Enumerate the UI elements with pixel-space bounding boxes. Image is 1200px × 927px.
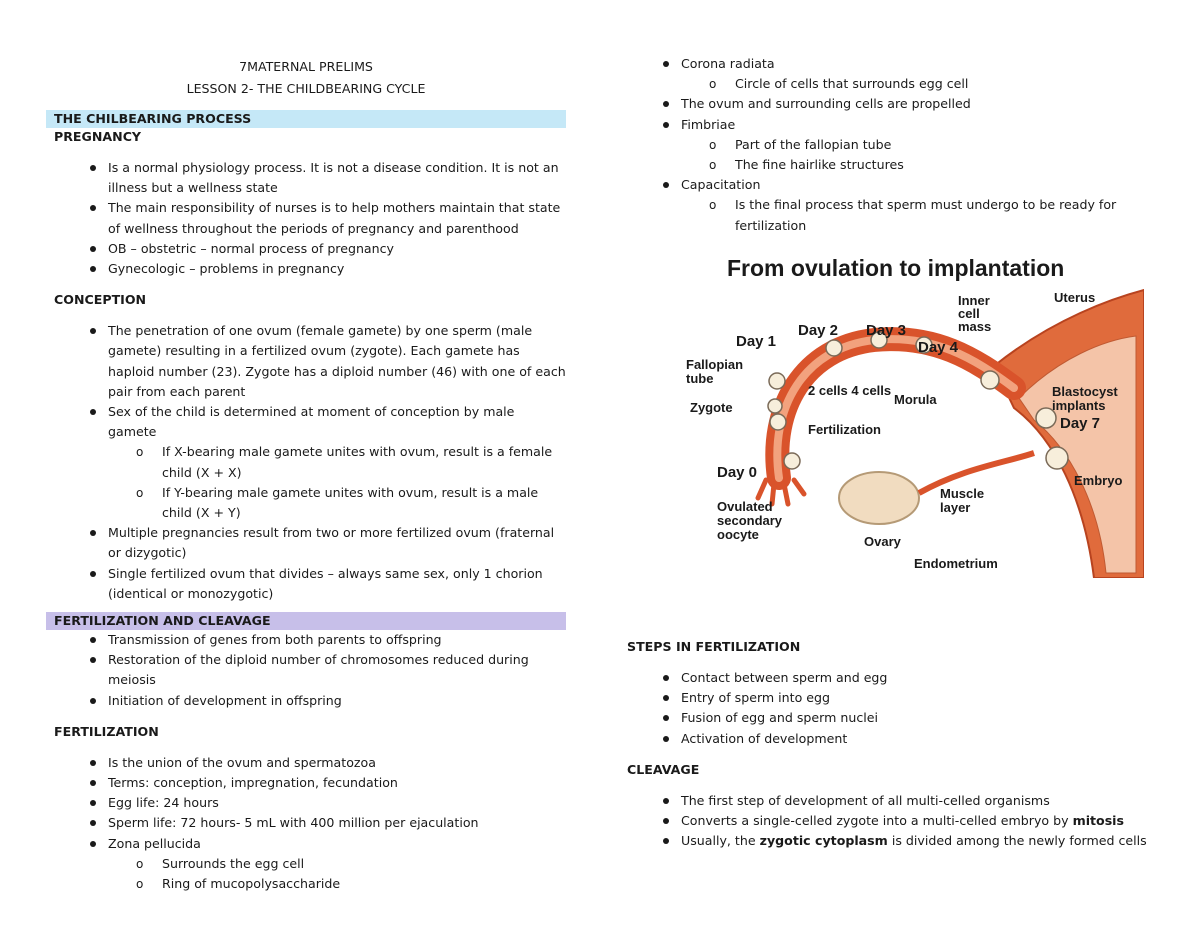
label-blastocyst: Blastocyst — [1052, 384, 1118, 399]
list-item: Single fertilized ovum that divides – always same sex, only 1 chorion (identical or monozygotic) — [46, 564, 566, 604]
doc-title: 7MATERNAL PRELIMS — [239, 59, 373, 74]
corona-sublist — [681, 74, 1147, 94]
label-oocyte: oocyte — [717, 527, 759, 542]
list-item — [619, 175, 1147, 236]
blastocyst-cell — [981, 371, 999, 389]
list-item: The ovum and surrounding cells are propelled — [619, 94, 1147, 114]
list-item — [46, 402, 566, 523]
label-muscle: Muscle — [940, 486, 985, 501]
list-item-text-end: is divided among the newly formed cells — [887, 833, 1147, 849]
list-item-text: Zona pellucida — [108, 835, 201, 851]
fallopian-cell — [769, 373, 785, 389]
list-item: The first step of development of all multi-celled organisms — [619, 791, 1147, 811]
label-uterus: Uterus — [1054, 290, 1096, 305]
label-endometrium: Endometrium — [914, 556, 998, 571]
list-item: Terms: conception, impregnation, fecundation — [46, 773, 566, 793]
list-item: Contact between sperm and egg — [619, 668, 1147, 688]
sub-list-item: o If X-bearing male gamete unites with ovum, result is a female child (X + X) — [46, 442, 566, 482]
label-day1: Day 1 — [736, 333, 777, 350]
right-column — [627, 54, 1147, 236]
heading-pregnancy: PREGNANCY — [54, 129, 142, 144]
list-item — [619, 54, 1147, 94]
lesson-title: LESSON 2- THE CHILDBEARING CYCLE — [186, 81, 426, 96]
heading-cleavage: CLEAVAGE — [627, 761, 700, 777]
zygote-cell — [770, 414, 786, 430]
sub-list-item: o Surrounds the egg cell — [46, 854, 566, 874]
sub-list-item: o Circle of cells that surrounds egg cell — [619, 74, 1147, 94]
ovulation-implantation-diagram — [674, 248, 1144, 578]
label-day2: Day 2 — [798, 322, 839, 339]
list-item — [619, 811, 1147, 831]
label-fallopian: Fallopian — [686, 357, 744, 372]
list-item-text: Corona radiata — [681, 56, 775, 71]
bold-term-mitosis: mitosis — [1072, 813, 1124, 829]
list-item-text: Usually, the — [681, 833, 760, 849]
list-item: The main responsibility of nurses is to help mothers maintain that state of wellness throughout the periods of pregnancy and parenthood — [46, 198, 566, 238]
list-item: Restoration of the diploid number of chromosomes reduced during meiosis — [46, 650, 566, 690]
list-item-text: Capacitation — [681, 177, 761, 193]
label-embryo: Embryo — [1074, 473, 1123, 488]
label-day0: Day 0 — [717, 464, 758, 481]
list-item: Is the union of the ovum and spermatozoa — [46, 753, 566, 773]
list-item: Transmission of genes from both parents to offspring — [46, 630, 566, 650]
conception-list — [46, 321, 566, 604]
bold-term-zygotic-cytoplasm: zygotic cytoplasm — [759, 833, 888, 849]
section-band-fert-cleavage: FERTILIZATION AND CLEAVAGE — [46, 612, 566, 630]
sub-list-item: o If Y-bearing male gamete unites with ovum, result is a male child (X + Y) — [46, 483, 566, 523]
label-ovary: Ovary — [864, 534, 901, 549]
label-fertilization: Fertilization — [808, 422, 881, 437]
list-item: Activation of development — [619, 729, 1147, 749]
figure-title: From ovulation to implantation — [727, 255, 1065, 281]
sub-list-item: o The fine hairlike structures — [619, 155, 1147, 175]
two-cell-stage — [826, 340, 842, 356]
list-item-text: Sex of the child is determined at moment of conception by male gamete — [108, 404, 515, 440]
list-item: Sperm life: 72 hours- 5 mL with 400 million per ejaculation — [46, 813, 566, 833]
list-item: Multiple pregnancies result from two or more fertilized ovum (fraternal or dizygotic) — [46, 523, 566, 563]
label-day7: Day 7 — [1060, 415, 1101, 432]
zona-sublist — [108, 854, 566, 894]
ovary — [839, 472, 919, 524]
fert-cleavage-list — [46, 630, 566, 711]
list-item — [46, 834, 566, 895]
left-column — [46, 56, 566, 894]
label-inner-cell-mass-1: Inner — [958, 293, 990, 308]
steps-list — [619, 668, 1147, 749]
list-item: Egg life: 24 hours — [46, 793, 566, 813]
list-item-text: Converts a single-celled zygote into a multi-celled embryo by — [681, 813, 1073, 829]
list-item-text: Fimbriae — [681, 116, 736, 132]
cleavage-list — [619, 791, 1147, 852]
heading-steps: STEPS IN FERTILIZATION — [627, 639, 801, 654]
label-day3: Day 3 — [866, 322, 907, 339]
label-inner-cell-mass-3: mass — [958, 319, 992, 334]
label-implants: implants — [1052, 398, 1106, 413]
list-item: Initiation of development in offspring — [46, 691, 566, 711]
list-item — [619, 831, 1147, 851]
label-secondary: secondary — [717, 513, 783, 528]
heading-conception: CONCEPTION — [54, 292, 147, 308]
label-tube: tube — [686, 371, 714, 386]
label-morula: Morula — [894, 392, 937, 407]
sub-list-item: o Is the final process that sperm must undergo to be ready for fertilization — [619, 195, 1147, 235]
sub-list-item: o Ring of mucopolysaccharide — [46, 874, 566, 894]
conception-sublist — [108, 442, 566, 523]
label-zygote: Zygote — [690, 400, 733, 415]
embryo-cell — [1046, 447, 1068, 469]
list-item: Is a normal physiology process. It is not a disease condition. It is not an illness but a wellness state — [46, 158, 566, 198]
pregnancy-list — [46, 158, 566, 279]
right-top-list — [619, 54, 1147, 236]
label-cells: 2 cells 4 cells — [808, 383, 892, 398]
list-item: Entry of sperm into egg — [619, 688, 1147, 708]
heading-fertilization: FERTILIZATION — [54, 723, 159, 739]
section-band-process: THE CHILBEARING PROCESS — [46, 110, 566, 128]
fimbriae-sublist — [681, 135, 1147, 175]
oocyte-cell — [784, 453, 800, 469]
capacitation-sublist — [681, 195, 1147, 235]
label-ovulated: Ovulated — [717, 499, 773, 514]
list-item — [619, 115, 1147, 176]
fertilization-list — [46, 753, 566, 894]
list-item: OB – obstetric – normal process of pregnancy — [46, 239, 566, 259]
right-lower-column — [627, 638, 1147, 851]
label-layer: layer — [940, 500, 971, 515]
fertilization-cell — [768, 399, 782, 413]
list-item: Gynecologic – problems in pregnancy — [46, 259, 566, 279]
label-day4: Day 4 — [918, 339, 959, 356]
list-item: The penetration of one ovum (female gamete) by one sperm (male gamete) resulting in a fertilized ovum (zygote). Each gamete has haploid number (23). Zygote has a diploid number (46) with one of each pair from each parent — [46, 321, 566, 402]
label-inner-cell-mass-2: cell — [958, 306, 980, 321]
sub-list-item: o Part of the fallopian tube — [619, 135, 1147, 155]
list-item: Fusion of egg and sperm nuclei — [619, 708, 1147, 728]
